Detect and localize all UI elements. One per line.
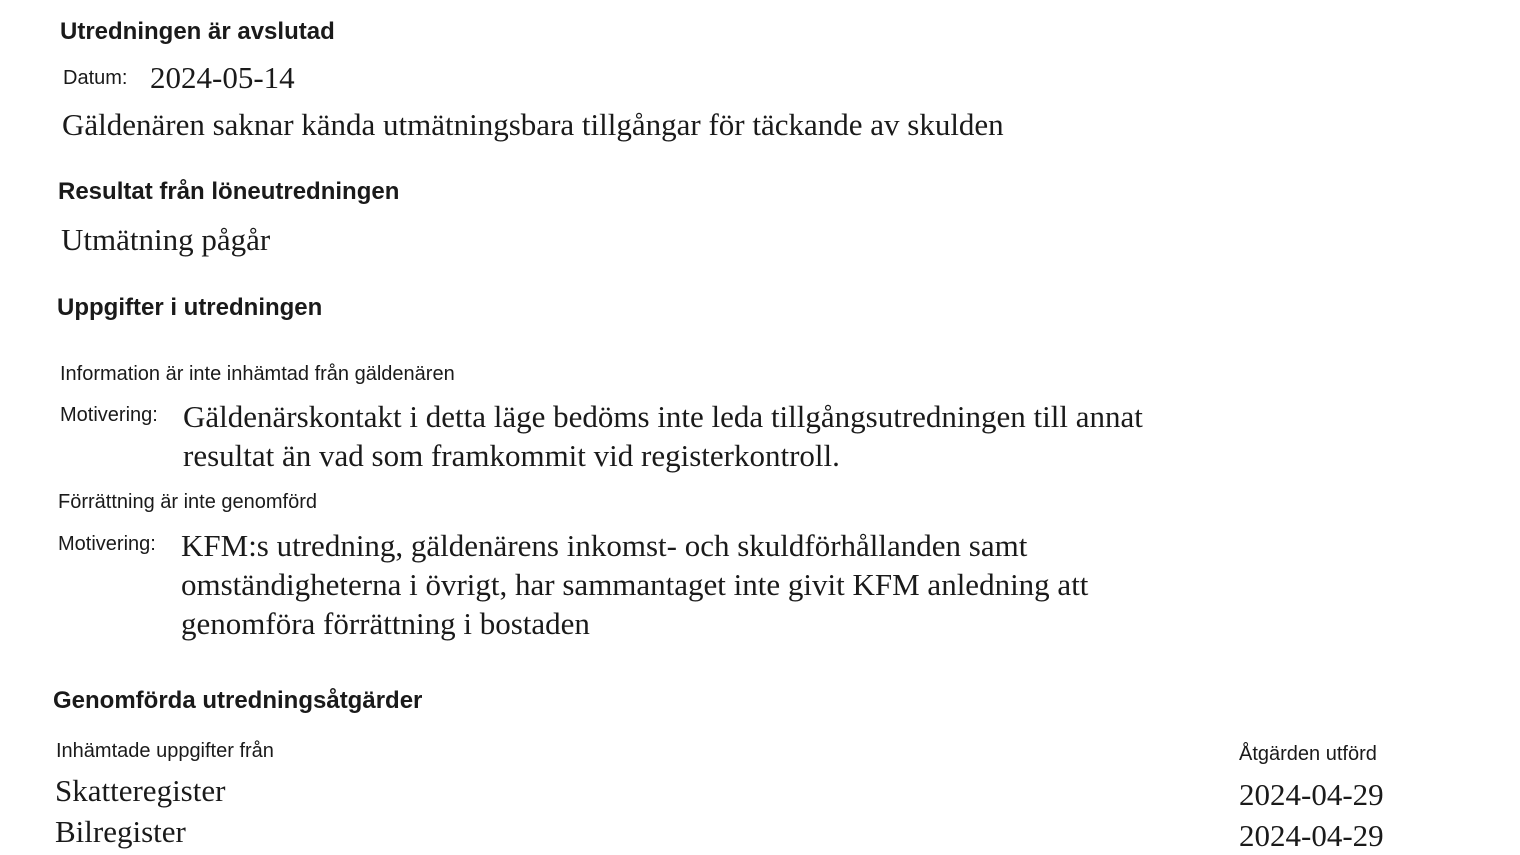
motivation-line: KFM:s utredning, gäldenärens inkomst- och skuldförhållanden samt bbox=[181, 528, 1028, 563]
col-source-header: Inhämtade uppgifter från bbox=[56, 740, 274, 762]
detail-status: Information är inte inhämtad från gäldenären bbox=[60, 363, 455, 385]
col-date-header: Åtgärden utförd bbox=[1239, 743, 1377, 765]
date-value: 2024-05-14 bbox=[150, 60, 295, 95]
row-date: 2024-04-29 bbox=[1239, 818, 1384, 853]
closed-heading: Utredningen är avslutad bbox=[60, 18, 335, 45]
motivation-label: Motivering: bbox=[60, 404, 158, 426]
motivation-line: Gäldenärskontakt i detta läge bedöms inte leda tillgångsutredningen till annat bbox=[183, 399, 1143, 434]
salary-heading: Resultat från löneutredningen bbox=[58, 178, 400, 205]
actions-heading: Genomförda utredningsåtgärder bbox=[53, 687, 423, 714]
row-source: Bilregister bbox=[55, 814, 186, 849]
details-heading: Uppgifter i utredningen bbox=[57, 294, 323, 321]
closed-conclusion: Gäldenären saknar kända utmätningsbara tillgångar för täckande av skulden bbox=[62, 107, 1004, 142]
motivation-text bbox=[181, 526, 1088, 643]
row-source: Skatteregister bbox=[55, 773, 226, 808]
row-date: 2024-04-29 bbox=[1239, 777, 1384, 812]
motivation-text bbox=[183, 397, 1143, 475]
detail-status: Förrättning är inte genomförd bbox=[58, 491, 318, 513]
date-label: Datum: bbox=[63, 67, 128, 89]
salary-result: Utmätning pågår bbox=[61, 222, 271, 257]
motivation-line: omständigheterna i övrigt, har sammantaget inte givit KFM anledning att bbox=[181, 567, 1089, 602]
motivation-line: resultat än vad som framkommit vid registerkontroll. bbox=[183, 438, 840, 473]
motivation-label: Motivering: bbox=[58, 533, 156, 555]
motivation-line: genomföra förrättning i bostaden bbox=[181, 606, 590, 641]
